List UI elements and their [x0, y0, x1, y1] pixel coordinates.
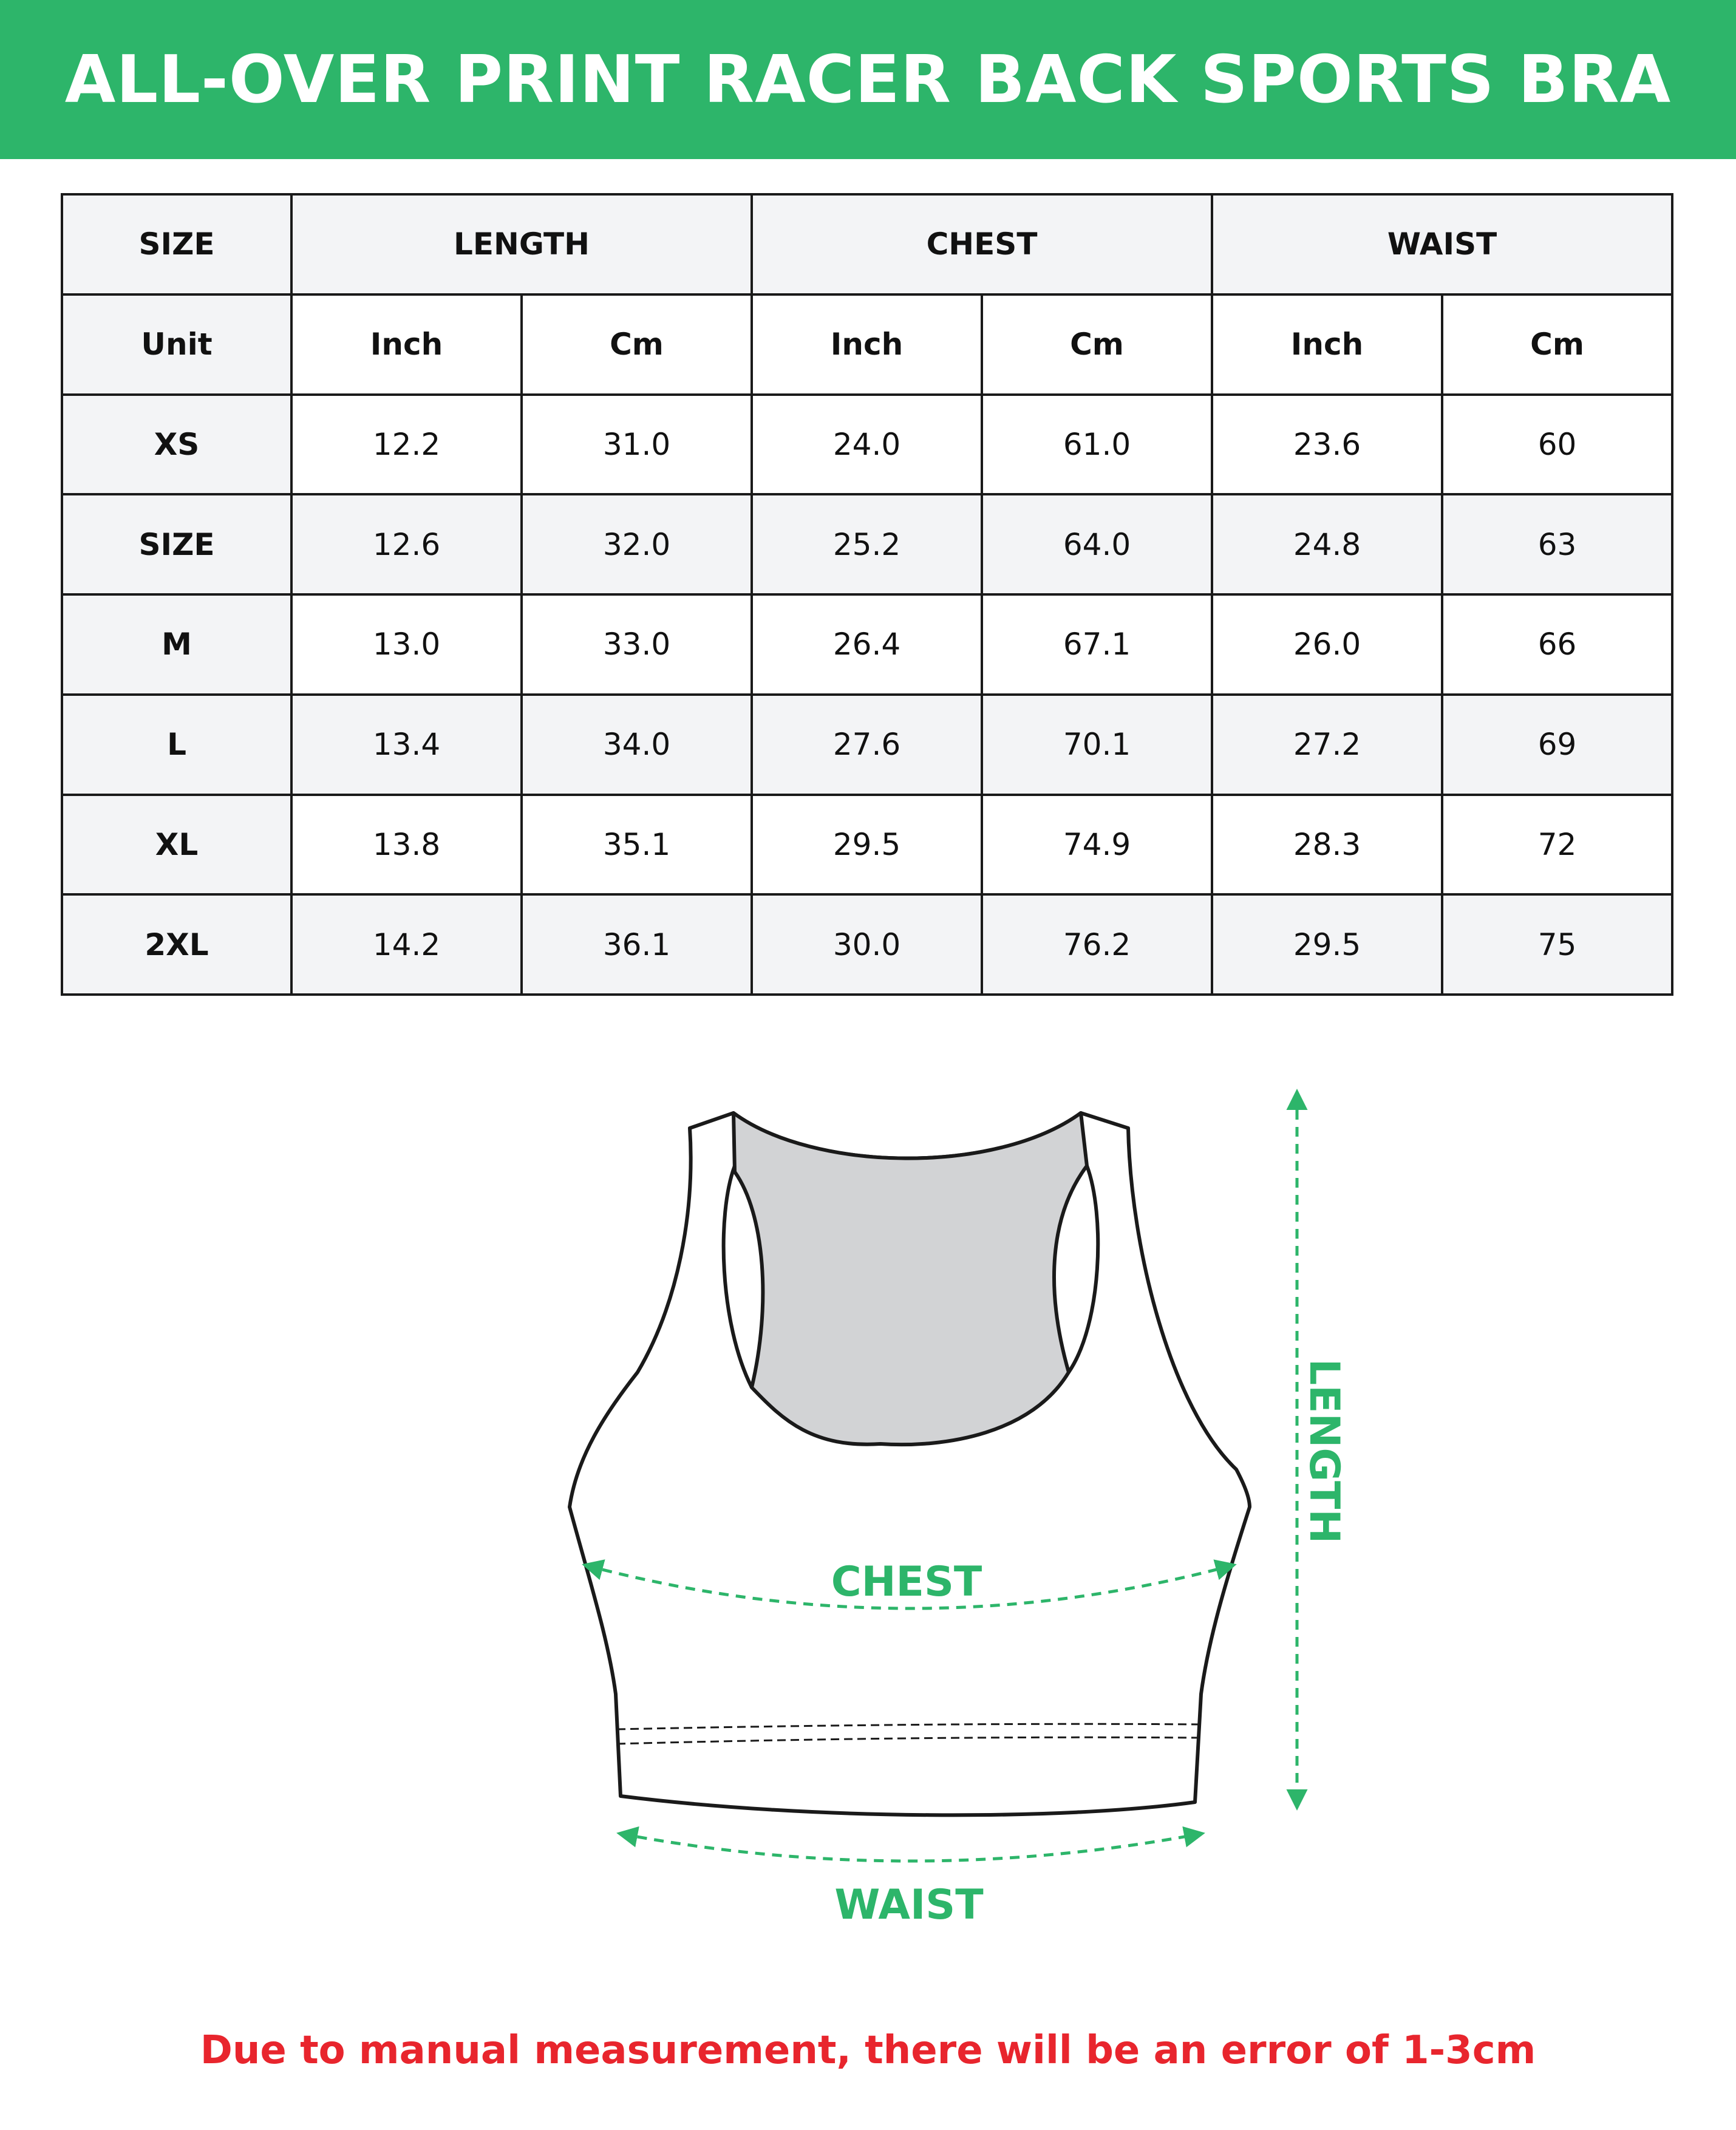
cell-length-inch: 12.6	[291, 494, 522, 594]
cell-waist-inch: 26.0	[1212, 594, 1442, 695]
header-chest: CHEST	[752, 194, 1212, 294]
unit-chest-cm: Cm	[982, 294, 1212, 395]
cell-length-cm: 31.0	[522, 395, 752, 495]
cell-length-inch: 12.2	[291, 395, 522, 495]
header-length: LENGTH	[291, 194, 752, 294]
measurement-note: Due to manual measurement, there will be an error of 1-3cm	[200, 2028, 1536, 2073]
cell-length-cm: 35.1	[522, 795, 752, 895]
cell-waist-cm: 75	[1442, 894, 1672, 995]
row-size: SIZE	[62, 494, 291, 594]
cell-length-cm: 32.0	[522, 494, 752, 594]
cell-waist-inch: 29.5	[1212, 894, 1442, 995]
unit-chest-inch: Inch	[752, 294, 982, 395]
cell-chest-inch: 26.4	[752, 594, 982, 695]
cell-chest-cm: 67.1	[982, 594, 1212, 695]
cell-chest-inch: 30.0	[752, 894, 982, 995]
cell-chest-inch: 29.5	[752, 795, 982, 895]
row-size: 2XL	[62, 894, 291, 995]
unit-label: Unit	[62, 294, 291, 395]
chest-label: CHEST	[831, 1558, 982, 1606]
cell-chest-cm: 76.2	[982, 894, 1212, 995]
cell-chest-cm: 61.0	[982, 395, 1212, 495]
page-title: ALL-OVER PRINT RACER BACK SPORTS BRA	[64, 41, 1672, 118]
cell-length-cm: 36.1	[522, 894, 752, 995]
header-waist: WAIST	[1212, 194, 1672, 294]
cell-chest-inch: 24.0	[752, 395, 982, 495]
cell-waist-inch: 27.2	[1212, 695, 1442, 795]
cell-waist-inch: 28.3	[1212, 795, 1442, 895]
cell-waist-inch: 24.8	[1212, 494, 1442, 594]
cell-waist-inch: 23.6	[1212, 395, 1442, 495]
cell-chest-cm: 74.9	[982, 795, 1212, 895]
length-label: LENGTH	[1300, 1358, 1348, 1544]
cell-waist-cm: 72	[1442, 795, 1672, 895]
unit-length-cm: Cm	[522, 294, 752, 395]
cell-chest-inch: 25.2	[752, 494, 982, 594]
row-size: XS	[62, 395, 291, 495]
cell-waist-cm: 69	[1442, 695, 1672, 795]
row-size: L	[62, 695, 291, 795]
row-size: XL	[62, 795, 291, 895]
unit-waist-cm: Cm	[1442, 294, 1672, 395]
cell-length-cm: 33.0	[522, 594, 752, 695]
cell-length-cm: 34.0	[522, 695, 752, 795]
cell-length-inch: 13.8	[291, 795, 522, 895]
cell-waist-cm: 60	[1442, 395, 1672, 495]
cell-length-inch: 13.0	[291, 594, 522, 695]
row-size: M	[62, 594, 291, 695]
cell-chest-cm: 70.1	[982, 695, 1212, 795]
header-size: SIZE	[62, 194, 291, 294]
cell-waist-cm: 66	[1442, 594, 1672, 695]
cell-chest-cm: 64.0	[982, 494, 1212, 594]
racer-back-panel	[734, 1113, 1087, 1444]
unit-length-inch: Inch	[291, 294, 522, 395]
waist-measure-line	[621, 1834, 1201, 1861]
cell-length-inch: 13.4	[291, 695, 522, 795]
cell-chest-inch: 27.6	[752, 695, 982, 795]
waist-label: WAIST	[834, 1881, 984, 1929]
unit-waist-inch: Inch	[1212, 294, 1442, 395]
cell-waist-cm: 63	[1442, 494, 1672, 594]
cell-length-inch: 14.2	[291, 894, 522, 995]
